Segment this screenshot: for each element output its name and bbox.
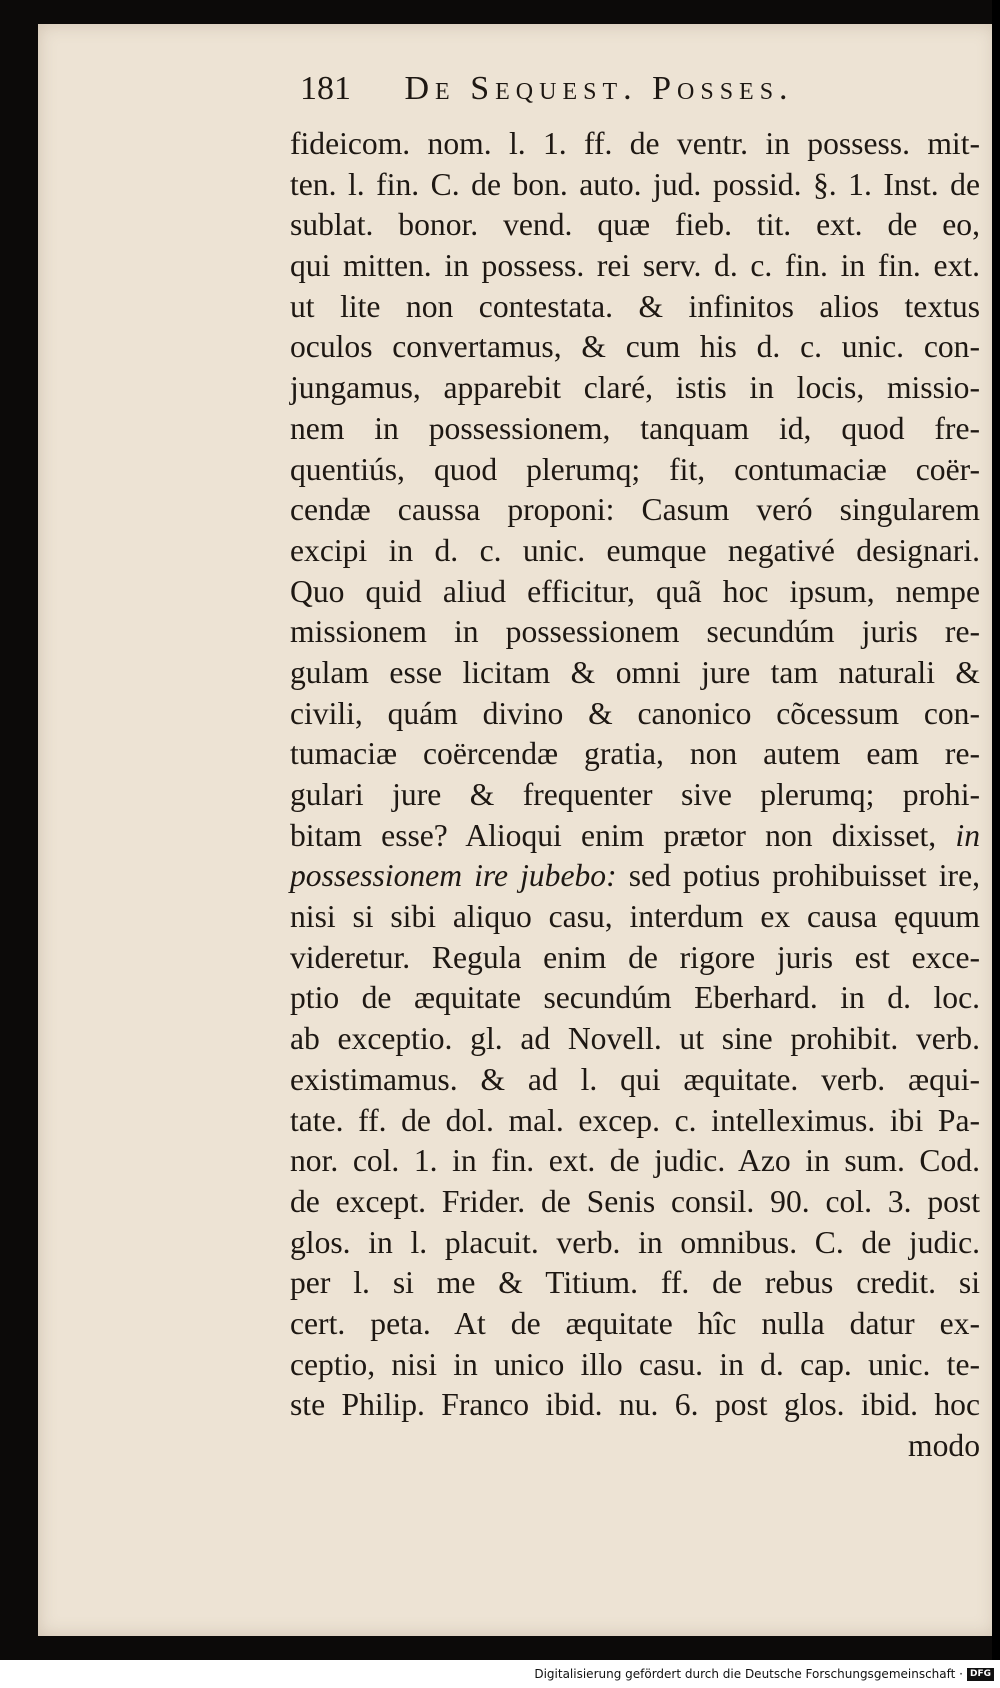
page-number: 181 (300, 70, 351, 107)
line-text: ptio de æquitate secundúm Eberhard. in d. loc. (290, 980, 980, 1016)
text-line (290, 287, 980, 328)
line-text: ten. l. fin. C. de bon. auto. jud. possid. §. 1. Inst. de (290, 166, 980, 202)
line-text: Quo quid aliud efficitur, quã hoc ipsum, nempe (290, 573, 980, 609)
line-text: sed potius prohibuisset ire, (616, 858, 980, 894)
text-line (290, 124, 980, 165)
text-line (290, 734, 980, 775)
line-text: cert. peta. At de æquitate hîc nulla datur ex- (290, 1305, 980, 1341)
scan-edge (992, 0, 1000, 1660)
text-line (290, 1019, 980, 1060)
text-line (290, 490, 980, 531)
text-line (290, 775, 980, 816)
text-line (290, 897, 980, 938)
line-text: quentiús, quod plerumq; fit, contumaciæ coër- (290, 451, 980, 487)
line-text: nor. col. 1. in fin. ext. de judic. Azo in sum. Cod. (290, 1143, 980, 1179)
text-line (290, 327, 980, 368)
text-line (290, 978, 980, 1019)
line-text: civili, quám divino & canonico cõcessum con- (290, 695, 980, 731)
line-text: qui mitten. in possess. rei serv. d. c. fin. in fin. ext. (290, 248, 980, 284)
text-line (290, 1385, 980, 1426)
text-line (290, 1263, 980, 1304)
running-title: De Sequest. Posses. (404, 70, 794, 107)
text-line (290, 1182, 980, 1223)
text-line (290, 1304, 980, 1345)
line-text: de except. Frider. de Senis consil. 90. col. 3. post (290, 1183, 980, 1219)
text-line (290, 1426, 980, 1467)
text-line (290, 856, 980, 897)
text-line (290, 368, 980, 409)
line-text: oculos convertamus, & cum his d. c. unic. con- (290, 329, 980, 365)
dfg-logo-icon: DFG (967, 1668, 994, 1681)
text-line (290, 1223, 980, 1264)
text-line (290, 1101, 980, 1142)
line-text: cendæ caussa proponi: Casum veró singularem (290, 492, 980, 528)
italic-text: possessionem ire jubebo: (290, 858, 617, 894)
line-text: ut lite non contestata. & infinitos alios textus (290, 288, 980, 324)
line-text: existimamus. & ad l. qui æquitate. verb. æqui- (290, 1061, 980, 1097)
line-text: nisi si sibi aliquo casu, interdum ex causa ęquum (290, 899, 980, 935)
text-line (290, 694, 980, 735)
text-line (290, 409, 980, 450)
body-text (290, 124, 980, 1467)
text-line (290, 450, 980, 491)
text-line (290, 165, 980, 206)
line-text: ceptio, nisi in unico illo casu. in d. cap. unic. te- (290, 1346, 980, 1382)
text-line (290, 1060, 980, 1101)
line-text: modo (908, 1428, 980, 1463)
digitization-credit (534, 1667, 994, 1681)
line-text: missionem in possessionem secundúm juris re- (290, 614, 980, 650)
line-text: sublat. bonor. vend. quæ fieb. tit. ext. de eo, (290, 207, 980, 243)
line-text: per l. si me & Titium. ff. de rebus credit. si (290, 1265, 980, 1301)
italic-text: in (955, 817, 980, 853)
line-text: jungamus, apparebit claré, istis in locis, missio- (290, 370, 980, 406)
line-text: tumaciæ coërcendæ gratia, non autem eam re- (290, 736, 980, 772)
line-text: gulam esse licitam & omni jure tam naturali & (290, 654, 980, 690)
credit-text: Digitalisierung gefördert durch die Deutsche Forschungsgemeinschaft · (534, 1667, 963, 1681)
text-line (290, 246, 980, 287)
running-head (300, 70, 900, 108)
line-text: bitam esse? Alioqui enim prætor non dixisset, (290, 817, 956, 853)
line-text: ste Philip. Franco ibid. nu. 6. post glos. ibid. hoc (290, 1387, 980, 1423)
text-line (290, 612, 980, 653)
text-line (290, 1345, 980, 1386)
line-text: glos. in l. placuit. verb. in omnibus. C. de judic. (290, 1224, 980, 1260)
text-line (290, 653, 980, 694)
line-text: tate. ff. de dol. mal. excep. c. intelleximus. ibi Pa- (290, 1102, 980, 1138)
text-line (290, 816, 980, 857)
text-line (290, 572, 980, 613)
line-text: excipi in d. c. unic. eumque negativé designari. (290, 532, 980, 568)
line-text: videretur. Regula enim de rigore juris est exce- (290, 939, 980, 975)
line-text: gulari jure & frequenter sive plerumq; prohi- (290, 777, 980, 812)
text-line (290, 938, 980, 979)
text-line (290, 1141, 980, 1182)
line-text: fideicom. nom. l. 1. ff. de ventr. in possess. mit- (290, 126, 980, 161)
line-text: ab exceptio. gl. ad Novell. ut sine prohibit. verb. (290, 1021, 980, 1057)
text-line (290, 205, 980, 246)
line-text: nem in possessionem, tanquam id, quod fre- (290, 410, 980, 446)
text-line (290, 531, 980, 572)
